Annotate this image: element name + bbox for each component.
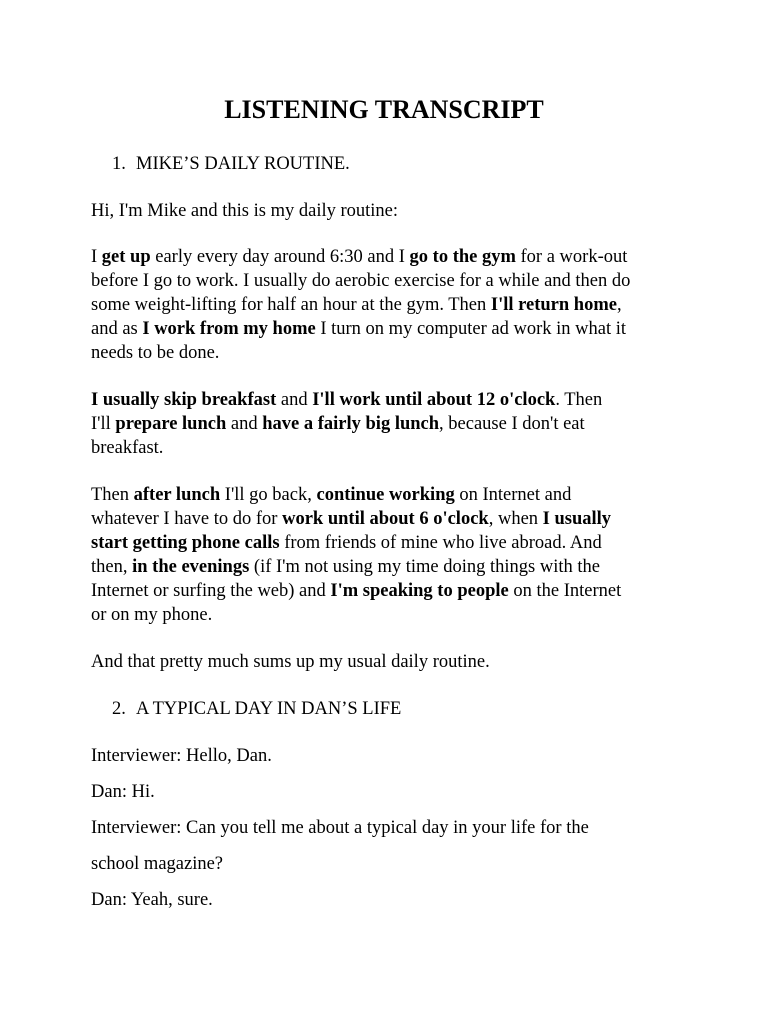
- text-run: . Then: [555, 390, 603, 410]
- bold-phrase: work until about 6 o'clock: [282, 509, 489, 529]
- section-2-heading: [112, 697, 401, 721]
- text-run: I: [91, 247, 102, 267]
- paragraph-line: [91, 483, 671, 507]
- paragraph-line: [91, 603, 671, 627]
- text-run: and: [226, 414, 263, 434]
- bold-phrase: I usually skip breakfast: [91, 390, 277, 410]
- bold-phrase: go to the gym: [409, 247, 516, 267]
- text-run: I'll go back,: [220, 485, 317, 505]
- section-2-number: 2.: [112, 699, 126, 719]
- bold-phrase: I usually: [542, 509, 612, 529]
- bold-phrase: start getting phone calls: [91, 533, 280, 553]
- text-run: and: [276, 390, 313, 410]
- bold-phrase: after lunch: [133, 485, 221, 505]
- text-run: Then: [91, 485, 134, 505]
- bold-phrase: have a fairly big lunch: [262, 414, 440, 434]
- paragraph-line: [91, 245, 671, 269]
- paragraph-line: [91, 269, 671, 293]
- text-run: ,: [616, 295, 622, 315]
- paragraph-line: [91, 531, 671, 555]
- text-run: , because I don't eat: [439, 414, 585, 434]
- paragraph-1: [91, 245, 671, 365]
- text-run: , when: [488, 509, 543, 529]
- intro-line: Hi, I'm Mike and this is my daily routine:: [91, 201, 399, 221]
- section-2-title: A TYPICAL DAY IN DAN’S LIFE: [136, 699, 402, 719]
- paragraph-line: [91, 317, 671, 341]
- text-run: some weight-lifting for half an hour at the gym. Then: [91, 295, 491, 315]
- dialog-line: Interviewer: Can you tell me about a typical day in your life for the: [91, 818, 589, 838]
- bold-phrase: I work from my home: [142, 319, 316, 339]
- text-run: and as: [91, 319, 143, 339]
- bold-phrase: prepare lunch: [115, 414, 227, 434]
- paragraph-line: [91, 293, 671, 317]
- text-run: Internet or surfing the web) and: [91, 581, 331, 601]
- paragraph-line: [91, 436, 671, 460]
- bold-phrase: get up: [101, 247, 151, 267]
- paragraph-line: [91, 388, 671, 412]
- text-run: before I go to work. I usually do aerobic exercise for a while and then do: [91, 271, 631, 291]
- text-run: on the Internet: [508, 581, 622, 601]
- dialog-line: Interviewer: Hello, Dan.: [91, 746, 272, 766]
- text-run: whatever I have to do for: [91, 509, 283, 529]
- bold-phrase: I'll work until about 12 o'clock: [312, 390, 556, 410]
- text-run: I'll: [91, 414, 116, 434]
- paragraph-line: [91, 579, 671, 603]
- text-run: early every day around 6:30 and I: [150, 247, 410, 267]
- text-run: for a work-out: [515, 247, 628, 267]
- dialog-line: Dan: Hi.: [91, 782, 155, 802]
- text-run: breakfast.: [91, 438, 164, 458]
- paragraph-line: [91, 555, 671, 579]
- dialog-line: Dan: Yeah, sure.: [91, 890, 213, 910]
- paragraph-3: [91, 483, 671, 627]
- text-run: on Internet and: [454, 485, 572, 505]
- closing-line: And that pretty much sums up my usual daily routine.: [91, 652, 490, 672]
- paragraph-line: [91, 341, 671, 365]
- bold-phrase: I'll return home: [490, 295, 617, 315]
- section-1-title: MIKE’S DAILY ROUTINE.: [136, 154, 350, 174]
- paragraph-line: [91, 412, 671, 436]
- text-run: then,: [91, 557, 133, 577]
- page-title: LISTENING TRANSCRIPT: [224, 95, 544, 124]
- dialog-line: school magazine?: [91, 854, 224, 874]
- paragraph-2: [91, 388, 671, 460]
- paragraph-line: [91, 507, 671, 531]
- section-1-heading: [112, 152, 350, 176]
- bold-phrase: I'm speaking to people: [330, 581, 509, 601]
- text-run: (if I'm not using my time doing things with the: [249, 557, 601, 577]
- text-run: or on my phone.: [91, 605, 213, 625]
- text-run: I turn on my computer ad work in what it: [315, 319, 627, 339]
- bold-phrase: in the evenings: [132, 557, 250, 577]
- bold-phrase: continue working: [316, 485, 455, 505]
- text-run: from friends of mine who live abroad. And: [279, 533, 602, 553]
- section-1-number: 1.: [112, 154, 126, 174]
- text-run: needs to be done.: [91, 343, 220, 363]
